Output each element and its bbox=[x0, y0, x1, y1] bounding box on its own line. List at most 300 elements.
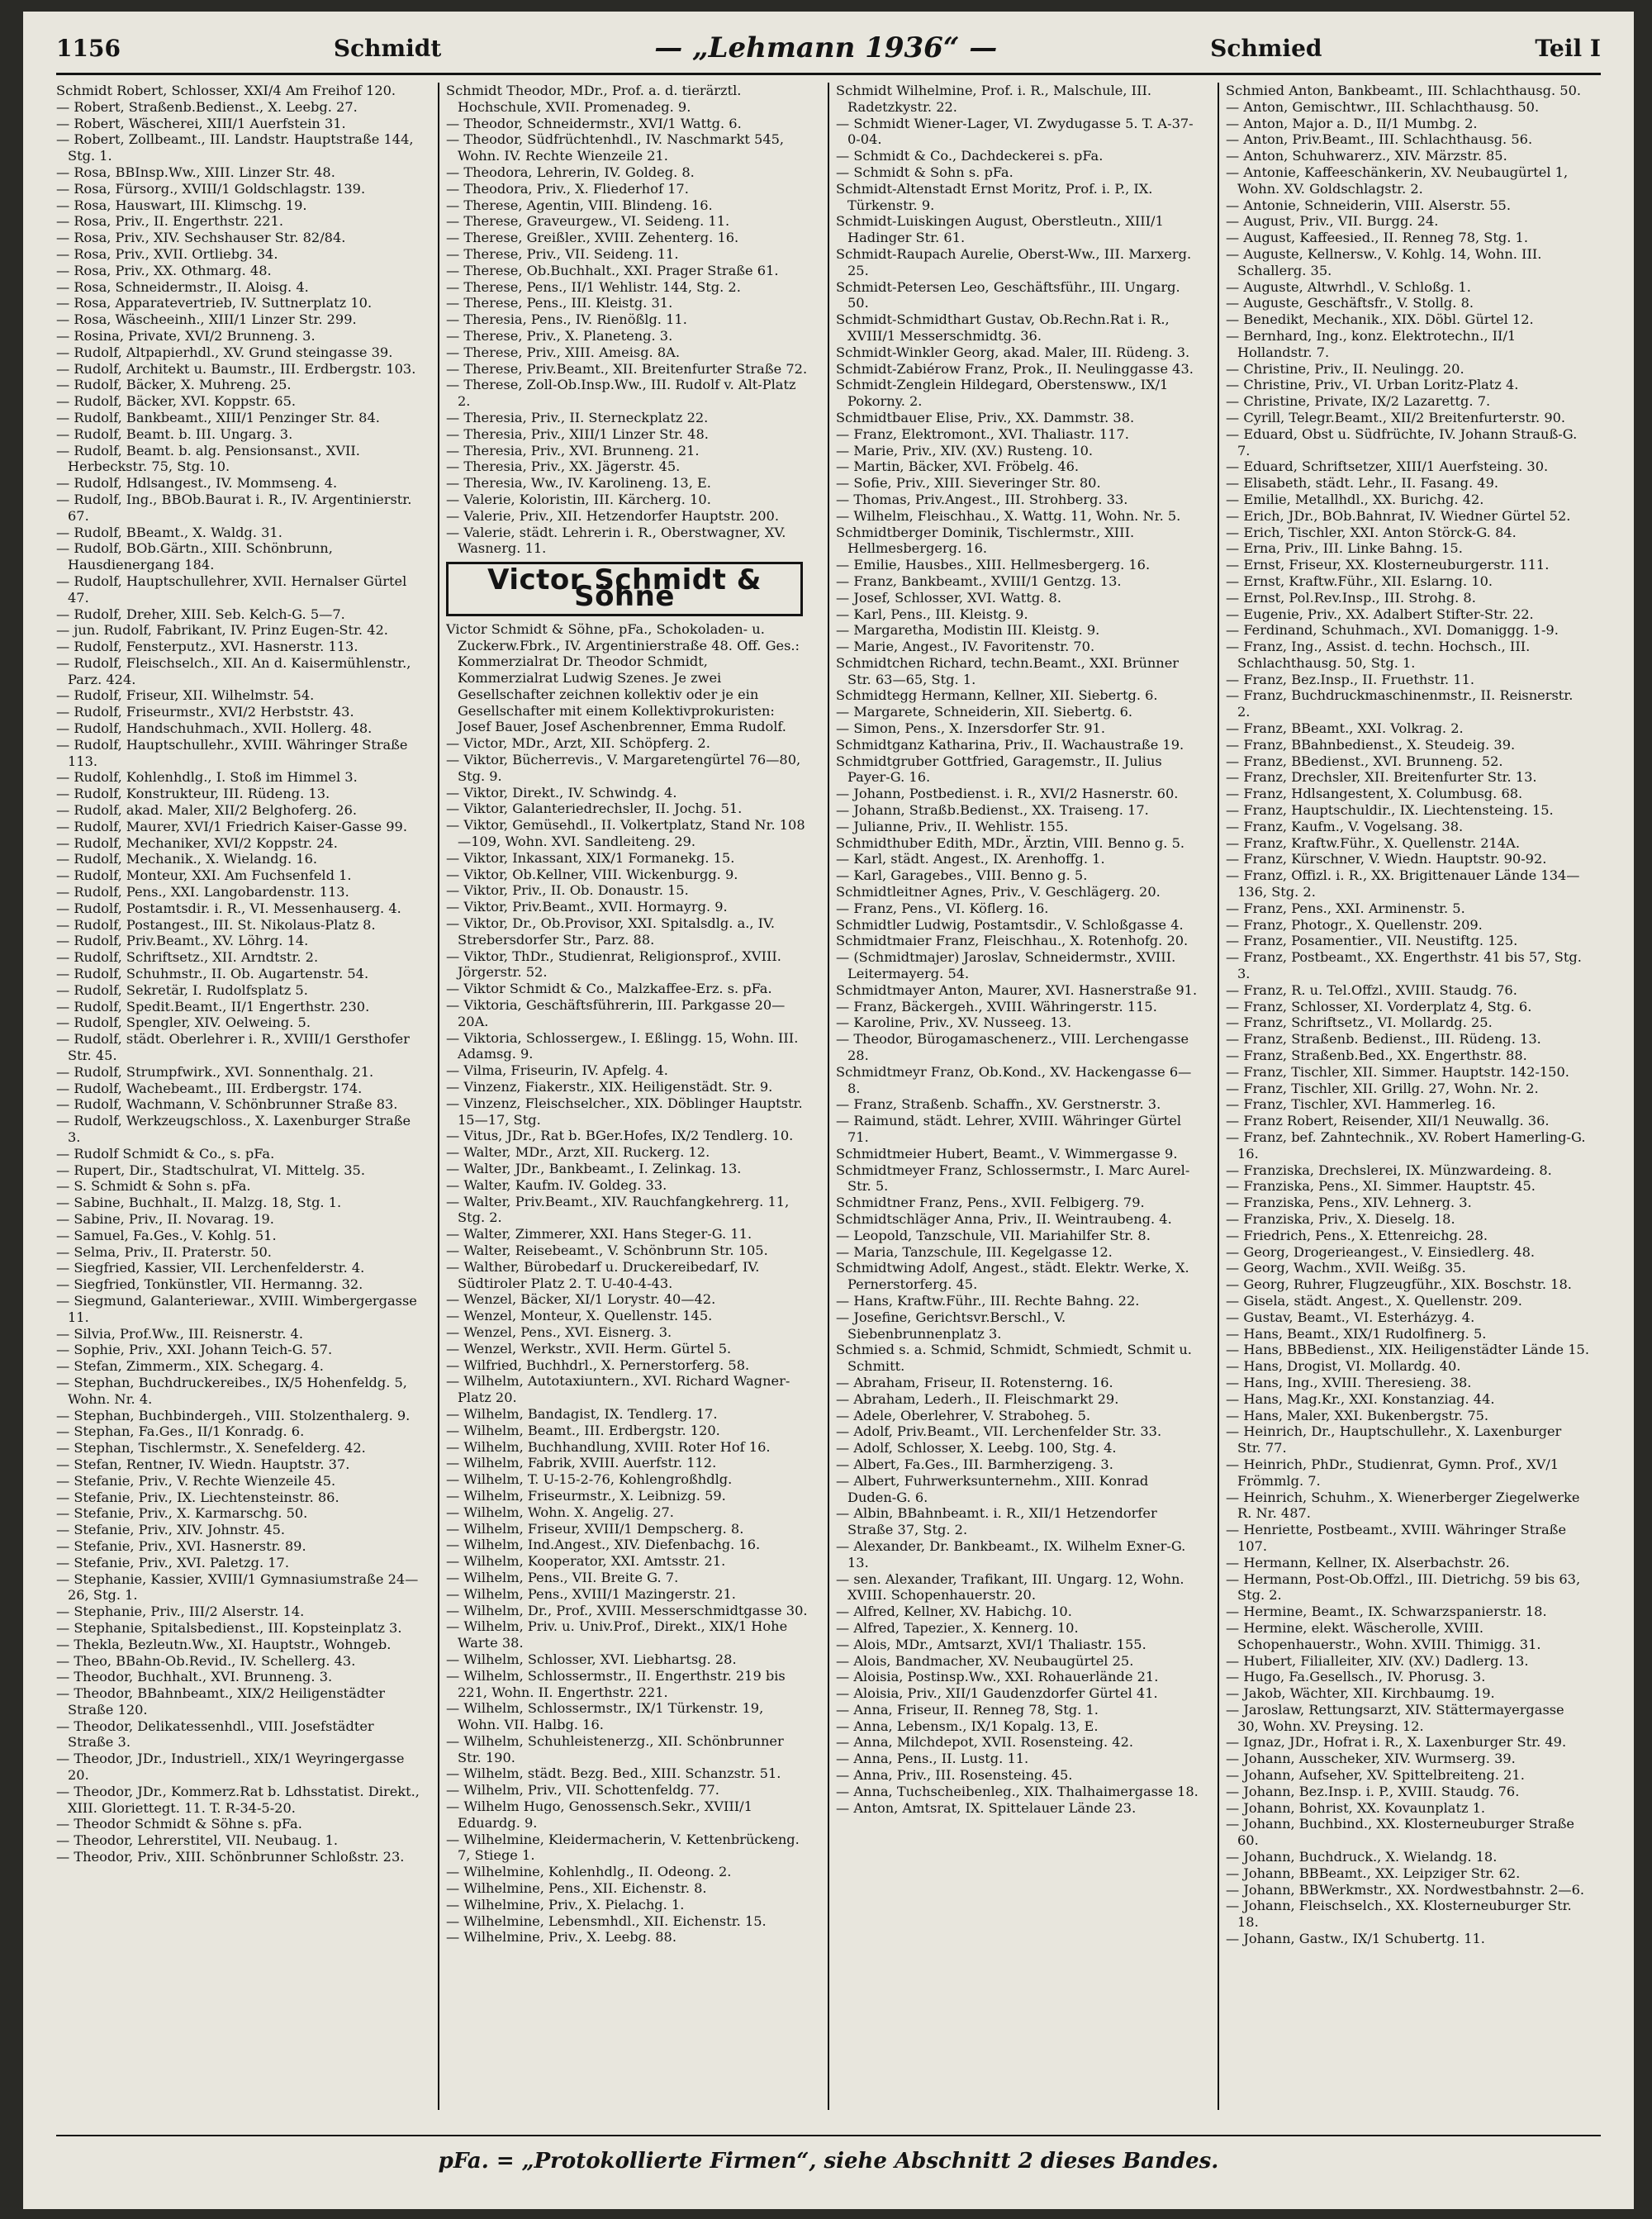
directory-entry: — Wilhelm, Dr., Prof., XVIII. Messerschmidtgasse 30. bbox=[446, 1602, 808, 1618]
directory-entry: — Johann, Bohrist, XX. Kovaunplatz 1. bbox=[1226, 1799, 1486, 1816]
directory-entry: — Walter, Reisebeamt., V. Schönbrunn Str. 105. bbox=[446, 1242, 768, 1258]
directory-entry: — Theresia, Priv., XVI. Brunneng. 21. bbox=[446, 442, 700, 459]
directory-entry: — Gustav, Beamt., VI. Esterházyg. 4. bbox=[1226, 1309, 1475, 1325]
directory-entry: — Franz, Kraftw.Führ., X. Quellenstr. 214A. bbox=[1226, 834, 1520, 851]
directory-entry: Schmidt Wilhelmine, Prof. i. R., Malschule, III. Radetzkystr. 22. bbox=[836, 83, 1152, 115]
directory-entry: — Jaroslaw, Rettungsarzt, XIV. Stättermayergasse 30, Wohn. XV. Preysing. 12. bbox=[1226, 1701, 1564, 1734]
directory-entry: — Auguste, Geschäftsfr., V. Stollg. 8. bbox=[1226, 295, 1474, 311]
directory-entry: — Theodor, Südfrüchtenhdl., IV. Naschmarkt 545, Wohn. IV. Rechte Wienzeile 21. bbox=[446, 131, 785, 164]
directory-entry: — Stefanie, Priv., XVI. Paletzg. 17. bbox=[56, 1554, 289, 1570]
directory-entry: Schmidtmeyer Franz, Schlossermstr., I. Marc Aurel-Str. 5. bbox=[836, 1162, 1190, 1195]
directory-entry: — Franz, Photogr., X. Quellenstr. 209. bbox=[1226, 916, 1483, 933]
directory-entry: — Rudolf, BOb.Gärtn., XIII. Schönbrunn, Hausdienergang 184. bbox=[56, 540, 333, 573]
directory-entry: — Rudolf, Spengler, XIV. Oelweing. 5. bbox=[56, 1014, 311, 1031]
directory-entry: — jun. Rudolf, Fabrikant, IV. Prinz Eugen-Str. 42. bbox=[56, 622, 388, 639]
directory-entry: — Rudolf, Hdlsangest., IV. Mommseng. 4. bbox=[56, 475, 338, 492]
directory-entry: — Christine, Priv., VI. Urban Loritz-Platz 4. bbox=[1226, 377, 1519, 393]
advertisement-banner: Victor Schmidt & Söhne bbox=[446, 562, 803, 616]
directory-entry: — Stephanie, Kassier, XVIII/1 Gymnasiumstraße 24—26, Stg. 1. bbox=[56, 1570, 419, 1604]
directory-entry: — Rudolf, Architekt u. Baumstr., III. Erdbergstr. 103. bbox=[56, 360, 416, 377]
directory-entry: — Wilhelm, Schuhleistenerzg., XII. Schönbrunner Str. 190. bbox=[446, 1732, 784, 1765]
directory-entry: — Rudolf, Bäcker, XVI. Koppstr. 65. bbox=[56, 393, 297, 410]
directory-entry: — Friedrich, Pens., X. Ettenreichg. 28. bbox=[1226, 1227, 1488, 1243]
directory-entry: — Wilhelmine, Pens., XII. Eichenstr. 8. bbox=[446, 1880, 707, 1897]
directory-entry: — Wilhelmine, Priv., X. Leebg. 88. bbox=[446, 1929, 676, 1946]
directory-entry: — Heinrich, PhDr., Studienrat, Gymn. Prof., XV/1 Frömmlg. 7. bbox=[1226, 1456, 1559, 1489]
directory-entry: Schmied Anton, Bankbeamt., III. Schlachthausg. 50. bbox=[1226, 83, 1582, 98]
directory-entry: — Rudolf, Postangest., III. St. Nikolaus-Platz 8. bbox=[56, 916, 376, 933]
directory-entry: — Albert, Fuhrwerksunternehm., XIII. Konrad Duden-G. 6. bbox=[836, 1472, 1149, 1505]
directory-entry: — Franz, Buchdruckmaschinenmstr., II. Reisnerstr. 2. bbox=[1226, 687, 1574, 720]
directory-entry: — Antonie, Schneiderin, VIII. Alserstr. 55. bbox=[1226, 197, 1511, 213]
directory-entry: — Stephan, Fa.Ges., II/1 Konradg. 6. bbox=[56, 1423, 305, 1440]
directory-entry: — Thomas, Priv.Angest., III. Strohberg. 33. bbox=[836, 491, 1128, 507]
directory-entry: — Theodor, BBahnbeamt., XIX/2 Heiligenstädter Straße 120. bbox=[56, 1685, 385, 1718]
directory-entry: Schmied s. a. Schmid, Schmidt, Schmiedt, Schmit u. Schmitt. bbox=[836, 1342, 1192, 1375]
directory-entry: — Bernhard, Ing., konz. Elektrotechn., II/1 Hollandstr. 7. bbox=[1226, 327, 1517, 360]
directory-entry: — Franz, Drechsler, XII. Breitenfurter Str. 13. bbox=[1226, 769, 1537, 786]
directory-entry: — Theresia, Pens., IV. Rienößlg. 11. bbox=[446, 311, 687, 328]
directory-entry: — Viktor, ThDr., Studienrat, Religionsprof., XVIII. Jörgerstr. 52. bbox=[446, 948, 781, 981]
directory-entry: — Stephan, Tischlermstr., X. Senefelderg. 42. bbox=[56, 1440, 366, 1456]
directory-entry: — Schmidt Wiener-Lager, VI. Zwydugasse 5. T. A-37-0-04. bbox=[836, 115, 1194, 148]
directory-entry: — Siegfried, Kassier, VII. Lerchenfelderstr. 4. bbox=[56, 1260, 365, 1276]
directory-entry: — Auguste, Altwrhdl., V. Schloßg. 1. bbox=[1226, 278, 1471, 295]
directory-entry: — Stefan, Zimmerm., XIX. Schegarg. 4. bbox=[56, 1358, 324, 1375]
directory-entry: — Wilhelm, Bandagist, IX. Tendlerg. 17. bbox=[446, 1405, 718, 1422]
directory-entry: — Rudolf, Dreher, XIII. Seb. Kelch-G. 5—7. bbox=[56, 606, 345, 622]
directory-entry: — Emilie, Metallhdl., XX. Burichg. 42. bbox=[1226, 491, 1484, 507]
directory-entry: — Stefanie, Priv., X. Karmarschg. 50. bbox=[56, 1505, 308, 1522]
directory-entry: — Rudolf, Priv.Beamt., XV. Löhrg. 14. bbox=[56, 933, 309, 949]
directory-entry: — Viktor, Direkt., IV. Schwindg. 4. bbox=[446, 784, 677, 801]
directory-entry: — Wilhelm, Priv. u. Univ.Prof., Direkt., XIX/1 Hohe Warte 38. bbox=[446, 1618, 788, 1651]
directory-entry: — Robert, Zollbeamt., III. Landstr. Hauptstraße 144, Stg. 1. bbox=[56, 131, 414, 164]
directory-entry: — Franz, Postbeamt., XX. Engerthstr. 41 bis 57, Stg. 3. bbox=[1226, 949, 1582, 982]
directory-entry: — Hubert, Filialleiter, XIV. (XV.) Dadlerg. 13. bbox=[1226, 1652, 1529, 1669]
directory-entry: — Johann, BBBeamt., XX. Leipziger Str. 62. bbox=[1226, 1865, 1521, 1881]
part-label: Teil I bbox=[1535, 34, 1601, 62]
directory-entry: — Alfred, Kellner, XV. Habichg. 10. bbox=[836, 1604, 1072, 1620]
directory-entry: — Rosa, Priv., XVII. Ortliebg. 34. bbox=[56, 245, 278, 262]
directory-entry: — Josef, Schlosser, XVI. Wattg. 8. bbox=[836, 589, 1061, 606]
directory-entry: — Theodor, Buchhalt., XVI. Brunneng. 3. bbox=[56, 1669, 333, 1685]
directory-entry: — Theo, BBahn-Ob.Revid., IV. Schellerg. 43. bbox=[56, 1652, 356, 1669]
directory-entry: — Wilhelm, städt. Bezg. Bed., XIII. Schanzstr. 51. bbox=[446, 1765, 781, 1782]
directory-entry: — Franz, Tischler, XII. Grillg. 27, Wohn. Nr. 2. bbox=[1226, 1080, 1539, 1096]
directory-entry: — Wenzel, Monteur, X. Quellenstr. 145. bbox=[446, 1308, 713, 1324]
directory-entry: — Viktor, Priv., II. Ob. Donaustr. 15. bbox=[446, 882, 689, 899]
directory-entry: — Hans, BBBedienst., XIX. Heiligenstädter Lände 15. bbox=[1226, 1342, 1589, 1358]
directory-entry: — Franz, Offizl. i. R., XX. Brigittenauer Lände 134—136, Stg. 2. bbox=[1226, 867, 1580, 900]
directory-entry: — Ernst, Kraftw.Führ., XII. Eslarng. 10. bbox=[1226, 573, 1493, 589]
directory-entry: — Franz, Kürschner, V. Wiedn. Hauptstr. 90-92. bbox=[1226, 851, 1547, 867]
directory-entry: — Johann, BBWerkmstr., XX. Nordwestbahnstr. 2—6. bbox=[1226, 1881, 1585, 1898]
directory-entry: Schmidt Robert, Schlosser, XXI/4 Am Freihof 120. bbox=[56, 83, 396, 98]
directory-entry: — Margarete, Schneiderin, XII. Siebertg. 6. bbox=[836, 704, 1133, 720]
directory-entry: — Hans, Drogist, VI. Mollardg. 40. bbox=[1226, 1358, 1461, 1375]
directory-entry: — Rudolf, Wachmann, V. Schönbrunner Straße 83. bbox=[56, 1096, 398, 1113]
directory-entry: — Franz, BBahnbedienst., X. Steudeig. 39. bbox=[1226, 736, 1516, 753]
directory-entry: — Hermine, Beamt., IX. Schwarzspanierstr. 18. bbox=[1226, 1604, 1547, 1620]
directory-entry: Schmidtbauer Elise, Priv., XX. Dammstr. 38. bbox=[836, 409, 1135, 425]
directory-entry: — Victor, MDr., Arzt, XII. Schöpferg. 2. bbox=[446, 735, 710, 752]
directory-entry: Schmidtleitner Agnes, Priv., V. Geschlägerg. 20. bbox=[836, 884, 1161, 900]
directory-entry: — Thekla, Bezleutn.Ww., XI. Hauptstr., Wohngeb. bbox=[56, 1636, 392, 1652]
directory-entry: — Georg, Drogerieangest., V. Einsiedlerg. 48. bbox=[1226, 1243, 1536, 1260]
directory-entry: — Sofie, Priv., XIII. Sieveringer Str. 80. bbox=[836, 475, 1101, 492]
directory-entry: — August, Priv., VII. Burgg. 24. bbox=[1226, 213, 1439, 230]
directory-entry: — Wilhelm, Schlosser, XVI. Liebhartsg. 28. bbox=[446, 1651, 737, 1667]
column-rule bbox=[828, 83, 829, 2110]
directory-entry: — Wilhelm, Buchhandlung, XVIII. Roter Hof 16. bbox=[446, 1438, 771, 1455]
directory-entry: — Rudolf, Bankbeamt., XIII/1 Penzinger Str. 84. bbox=[56, 409, 380, 425]
directory-entry: — Heinrich, Dr., Hauptschullehr., X. Laxenburger Str. 77. bbox=[1226, 1423, 1562, 1456]
directory-entry: — Rosa, Priv., XX. Othmarg. 48. bbox=[56, 262, 272, 278]
directory-entry: — Viktor Schmidt & Co., Malzkaffee-Erz. s. pFa. bbox=[446, 981, 772, 997]
directory-entry: — Abraham, Lederh., II. Fleischmarkt 29. bbox=[836, 1390, 1119, 1407]
directory-entry: Schmidtganz Katharina, Priv., II. Wachaustraße 19. bbox=[836, 736, 1184, 753]
directory-entry: — Johann, Aufseher, XV. Spittelbreiteng. 21. bbox=[1226, 1767, 1525, 1784]
directory-entry: — S. Schmidt & Sohn s. pFa. bbox=[56, 1178, 251, 1195]
directory-entry: — Viktor, Bücherrevis., V. Margaretengürtel 76—80, Stg. 9. bbox=[446, 752, 801, 784]
directory-entry: — Rosa, Fürsorg., XVIII/1 Goldschlagstr. 139. bbox=[56, 180, 366, 197]
directory-entry: — Eduard, Obst u. Südfrüchte, IV. Johann Strauß-G. 7. bbox=[1226, 425, 1578, 459]
directory-entry: — Wilhelm, Autotaxiuntern., XVI. Richard Wagner-Platz 20. bbox=[446, 1373, 790, 1406]
directory-entry: — Siegmund, Galanteriewar., XVIII. Wimbergergasse 11. bbox=[56, 1292, 417, 1325]
directory-entry: — Ferdinand, Schuhmach., XVI. Domaniggg. 1-9. bbox=[1226, 622, 1559, 639]
directory-entry: — Karl, Pens., III. Kleistg. 9. bbox=[836, 606, 1028, 622]
directory-entry: — Anton, Priv.Beamt., III. Schlachthausg. 56. bbox=[1226, 131, 1533, 148]
directory-entry: — Walter, JDr., Bankbeamt., I. Zelinkag. 13. bbox=[446, 1161, 742, 1176]
directory-entry: — Viktor, Dr., Ob.Provisor, XXI. Spitalsdlg. a., IV. Strebersdorfer Str., Parz. 88. bbox=[446, 915, 776, 948]
directory-entry: — Therese, Priv.Beamt., XII. Breitenfurter Straße 72. bbox=[446, 360, 808, 377]
directory-entry: — Erna, Priv., III. Linke Bahng. 15. bbox=[1226, 540, 1463, 557]
directory-entry: — Wilhelm, Kooperator, XXI. Amtsstr. 21. bbox=[446, 1553, 726, 1570]
directory-entry: — Adolf, Schlosser, X. Leebg. 100, Stg. 4. bbox=[836, 1440, 1117, 1456]
directory-entry: — Marie, Angest., IV. Favoritenstr. 70. bbox=[836, 639, 1095, 655]
directory-entry: — Franz, Posamentier., VII. Neustiftg. 125. bbox=[1226, 933, 1518, 949]
directory-entry: — Franz Robert, Reisender, XII/1 Neuwallg. 36. bbox=[1226, 1113, 1550, 1129]
directory-entry: — Rudolf, Fensterputz., XVI. Hasnerstr. 113. bbox=[56, 639, 358, 655]
directory-entry: — Franziska, Priv., X. Dieselg. 18. bbox=[1226, 1210, 1455, 1227]
directory-entry: — Christine, Private, IX/2 Lazarettg. 7. bbox=[1226, 393, 1491, 410]
directory-entry: — Emilie, Hausbes., XIII. Hellmesbergerg. 16. bbox=[836, 557, 1151, 573]
directory-entry: — Adele, Oberlehrer, V. Straboheg. 5. bbox=[836, 1407, 1091, 1423]
directory-entry: Schmidt-Winkler Georg, akad. Maler, III. Rüdeng. 3. bbox=[836, 344, 1190, 360]
directory-entry: — Henriette, Postbeamt., XVIII. Währinger Straße 107. bbox=[1226, 1522, 1567, 1554]
directory-entry: — Wilhelm, T. U-15-2-76, Kohlengroßhdlg. bbox=[446, 1471, 733, 1488]
directory-entry: — Hans, Kraftw.Führ., III. Rechte Bahng. 22. bbox=[836, 1292, 1140, 1309]
directory-entry: — Schmidt & Sohn s. pFa. bbox=[836, 164, 1014, 180]
directory-entry: — Wilfried, Buchhdrl., X. Pernerstorferg. 58. bbox=[446, 1357, 750, 1373]
directory-entry: — Rosa, Schneidermstr., II. Aloisg. 4. bbox=[56, 278, 309, 295]
directory-entry: — Anna, Lebensm., IX/1 Kopalg. 13, E. bbox=[836, 1718, 1099, 1734]
directory-entry: — Anna, Milchdepot, XVII. Rosensteing. 42. bbox=[836, 1734, 1134, 1751]
page-header bbox=[56, 23, 1601, 75]
directory-entry: — Johann, Buchdruck., X. Wielandg. 18. bbox=[1226, 1849, 1498, 1865]
directory-entry: — Wilhelm, Fleischhau., X. Wattg. 11, Wohn. Nr. 5. bbox=[836, 507, 1181, 524]
directory-entry: — Simon, Pens., X. Inzersdorfer Str. 91. bbox=[836, 720, 1106, 737]
directory-entry: — Rudolf, Sekretär, I. Rudolfsplatz 5. bbox=[56, 981, 308, 998]
directory-entry: — Johann, Postbedienst. i. R., XVI/2 Hasnerstr. 60. bbox=[836, 786, 1179, 802]
column-3 bbox=[836, 83, 1199, 2110]
directory-entry: — Rudolf, Werkzeugschloss., X. Laxenburger Straße 3. bbox=[56, 1113, 411, 1145]
header-left-name: Schmidt bbox=[333, 34, 442, 62]
directory-entry: — Therese, Priv., XIII. Ameisg. 8A. bbox=[446, 344, 680, 360]
directory-entry: — Erich, JDr., BOb.Bahnrat, IV. Wiedner Gürtel 52. bbox=[1226, 507, 1571, 524]
directory-entry: — Johann, Straßb.Bedienst., XX. Traiseng. 17. bbox=[836, 802, 1149, 819]
column-1 bbox=[56, 83, 420, 2110]
directory-entry: — Rudolf, Handschuhmach., XVII. Hollerg. 48. bbox=[56, 720, 373, 737]
directory-entry: — Franz, Bez.Insp., II. Fruethstr. 11. bbox=[1226, 671, 1475, 687]
directory-entry: — Viktor, Gemüsehdl., II. Volkertplatz, Stand Nr. 108—109, Wohn. XVI. Sandleiteng. 29. bbox=[446, 817, 805, 850]
directory-entry: — (Schmidtmajer) Jaroslav, Schneidermstr., XVIII. Leitermayerg. 54. bbox=[836, 949, 1176, 982]
directory-entry: Schmidtmeier Hubert, Beamt., V. Wimmergasse 9. bbox=[836, 1145, 1178, 1162]
directory-entry: Schmidtmaier Franz, Fleischhau., X. Rotenhofg. 20. bbox=[836, 933, 1189, 949]
directory-entry: — Theodor, Bürogamaschenerz., VIII. Lerchengasse 28. bbox=[836, 1031, 1189, 1064]
directory-entry: — sen. Alexander, Trafikant, III. Ungarg. 12, Wohn. XVIII. Schopenhauerstr. 20. bbox=[836, 1570, 1184, 1604]
directory-entry: — Franz, BBedienst., XVI. Brunneng. 52. bbox=[1226, 753, 1503, 769]
directory-entry: Schmidt-Schmidthart Gustav, Ob.Rechn.Rat i. R., XVIII/1 Messerschmidtg. 36. bbox=[836, 311, 1170, 344]
directory-entry: — Rudolf, Bäcker, X. Muhreng. 25. bbox=[56, 377, 292, 393]
directory-entry: — Wilhelm, Schlossermstr., IX/1 Türkenstr. 19, Wohn. VII. Halbg. 16. bbox=[446, 1700, 764, 1733]
directory-entry: — Ernst, Pol.Rev.Insp., III. Strohg. 8. bbox=[1226, 589, 1476, 606]
directory-entry: — Rudolf, städt. Oberlehrer i. R., XVIII/1 Gersthofer Str. 45. bbox=[56, 1031, 410, 1064]
directory-entry: — Valerie, Priv., XII. Hetzendorfer Hauptstr. 200. bbox=[446, 507, 779, 524]
directory-entry: — Franz, Straßenb. Bedienst., III. Rüdeng. 13. bbox=[1226, 1031, 1541, 1048]
directory-entry: — Theresia, Priv., XX. Jägerstr. 45. bbox=[446, 459, 681, 475]
directory-entry: — Viktor, Inkassant, XIX/1 Formanekg. 15. bbox=[446, 849, 735, 866]
directory-entry: — Walter, MDr., Arzt, XII. Ruckerg. 12. bbox=[446, 1144, 710, 1161]
directory-entry: — Stephan, Buchdruckereibes., IX/5 Hohenfeldg. 5, Wohn. Nr. 4. bbox=[56, 1374, 407, 1407]
directory-entry: Schmidt Theodor, MDr., Prof. a. d. tierärztl. Hochschule, XVII. Promenadeg. 9. bbox=[446, 83, 742, 115]
directory-entry: — Adolf, Priv.Beamt., VII. Lerchenfelder Str. 33. bbox=[836, 1423, 1162, 1440]
column-rule bbox=[1218, 83, 1219, 2110]
directory-entry: — Johann, Gastw., IX/1 Schubertg. 11. bbox=[1226, 1931, 1485, 1947]
directory-entry: — Stefanie, Priv., XVI. Hasnerstr. 89. bbox=[56, 1537, 306, 1554]
directory-entry: — Sabine, Priv., II. Novarag. 19. bbox=[56, 1210, 274, 1227]
directory-entry: — Vitus, JDr., Rat b. BGer.Hofes, IX/2 Tendlerg. 10. bbox=[446, 1128, 794, 1144]
directory-entry: — Franziska, Pens., XI. Simmer. Hauptstr. 45. bbox=[1226, 1178, 1536, 1195]
directory-entry: — Stefanie, Priv., IX. Liechtensteinstr. 86. bbox=[56, 1489, 339, 1505]
directory-entry: — Stephanie, Spitalsbedienst., III. Kopsteinplatz 3. bbox=[56, 1619, 402, 1636]
directory-entry: — Anton, Major a. D., II/1 Mumbg. 2. bbox=[1226, 115, 1478, 131]
directory-entry: — Stefanie, Priv., XIV. Johnstr. 45. bbox=[56, 1522, 286, 1538]
directory-entry: — Vilma, Friseurin, IV. Apfelg. 4. bbox=[446, 1062, 668, 1079]
directory-entry: — Georg, Wachm., XVII. Weißg. 35. bbox=[1226, 1260, 1466, 1276]
directory-entry: — Auguste, Kellnersw., V. Kohlg. 14, Wohn. III. Schallerg. 35. bbox=[1226, 245, 1542, 278]
directory-entry: — Franz, Tischler, XII. Simmer. Hauptstr. 142-150. bbox=[1226, 1063, 1569, 1080]
directory-entry: — Franz, Tischler, XVI. Hammerleg. 16. bbox=[1226, 1096, 1496, 1113]
directory-entry: — Rudolf Schmidt & Co., s. pFa. bbox=[56, 1145, 275, 1162]
directory-entry: — Stefanie, Priv., V. Rechte Wienzeile 45. bbox=[56, 1472, 336, 1489]
directory-entry: Schmidtchen Richard, techn.Beamt., XXI. Brünner Str. 63—65, Stg. 1. bbox=[836, 654, 1180, 687]
page-title: — „Lehmann 1936“ — bbox=[654, 31, 998, 64]
directory-entry: — Therese, Graveurgew., VI. Seideng. 11. bbox=[446, 213, 730, 230]
directory-entry: — Rudolf, Schriftsetz., XII. Arndtstr. 2. bbox=[56, 949, 319, 966]
directory-entry: — Albert, Fa.Ges., III. Barmherzigeng. 3. bbox=[836, 1456, 1113, 1472]
directory-entry: — Alfred, Tapezier., X. Kennerg. 10. bbox=[836, 1619, 1079, 1636]
directory-entry: — Franz, bef. Zahntechnik., XV. Robert Hamerling-G. 16. bbox=[1226, 1129, 1586, 1162]
directory-entry: — Theodor, Delikatessenhdl., VIII. Josefstädter Straße 3. bbox=[56, 1718, 374, 1751]
directory-entry: — Franz, Schlosser, XI. Vorderplatz 4, Stg. 6. bbox=[1226, 998, 1532, 1014]
directory-entry: — Rudolf, Fleischselch., XII. An d. Kaisermühlenstr., Parz. 424. bbox=[56, 654, 411, 687]
header-right-name: Schmied bbox=[1210, 34, 1322, 62]
directory-entry: — Wenzel, Bäcker, XI/1 Lorystr. 40—42. bbox=[446, 1291, 716, 1308]
directory-entry: — Silvia, Prof.Ww., III. Reisnerstr. 4. bbox=[56, 1325, 303, 1342]
directory-entry: — Anton, Amtsrat, IX. Spittelauer Lände 23. bbox=[836, 1799, 1137, 1816]
directory-entry: — Alois, MDr., Amtsarzt, XVI/1 Thaliastr. 155. bbox=[836, 1636, 1146, 1652]
directory-entry: — Rosa, Hauswart, III. Klimschg. 19. bbox=[56, 197, 307, 213]
directory-entry: Schmidtmayer Anton, Maurer, XVI. Hasnerstraße 91. bbox=[836, 981, 1198, 998]
directory-entry: — Walter, Zimmerer, XXI. Hans Steger-G. 11. bbox=[446, 1226, 752, 1243]
directory-entry: — Theodora, Priv., X. Fliederhof 17. bbox=[446, 180, 689, 197]
directory-entry: — Vinzenz, Fiakerstr., XIX. Heiligenstädt. Str. 9. bbox=[446, 1079, 773, 1095]
directory-entry: — Valerie, städt. Lehrerin i. R., Oberstwagner, XV. Wasnerg. 11. bbox=[446, 524, 786, 557]
directory-entry: — Rudolf, Hauptschullehrer, XVII. Hernalser Gürtel 47. bbox=[56, 573, 407, 606]
directory-entry: — Sophie, Priv., XXI. Johann Teich-G. 57. bbox=[56, 1342, 333, 1358]
directory-entry: Schmidtgruber Gottfried, Garagemstr., II. Julius Payer-G. 16. bbox=[836, 753, 1162, 786]
directory-entry: Schmidt-Petersen Leo, Geschäftsführ., III. Ungarg. 50. bbox=[836, 278, 1180, 311]
directory-entry: — Wilhelm, Priv., VII. Schottenfeldg. 77. bbox=[446, 1782, 719, 1798]
directory-entry: — Samuel, Fa.Ges., V. Kohlg. 51. bbox=[56, 1227, 277, 1243]
directory-entry: — Sabine, Buchhalt., II. Malzg. 18, Stg. 1. bbox=[56, 1195, 342, 1211]
directory-entry: — Therese, Pens., III. Kleistg. 31. bbox=[446, 295, 673, 311]
directory-entry: — Franz, Straßenb.Bed., XX. Engerthstr. 88. bbox=[1226, 1048, 1527, 1064]
directory-entry: — Vinzenz, Fleischselcher., XIX. Döblinger Hauptstr. 15—17, Stg. bbox=[446, 1095, 803, 1128]
directory-columns bbox=[56, 83, 1601, 2110]
directory-entry: — Franz, BBeamt., XXI. Volkrag. 2. bbox=[1226, 720, 1464, 737]
directory-entry: — Rudolf, Konstrukteur, III. Rüdeng. 13. bbox=[56, 786, 330, 802]
directory-entry: — Franz, Elektromont., XVI. Thaliastr. 117. bbox=[836, 425, 1129, 442]
directory-entry: — Hans, Beamt., XIX/1 Rudolfinerg. 5. bbox=[1226, 1325, 1487, 1342]
directory-entry: — Benedikt, Mechanik., XIX. Döbl. Gürtel 12. bbox=[1226, 311, 1534, 328]
directory-entry: — Anton, Gemischtwr., III. Schlachthausg. 50. bbox=[1226, 98, 1540, 115]
directory-entry: — Wilhelmine, Kohlenhdlg., II. Odeong. 2. bbox=[446, 1864, 732, 1880]
directory-entry: — Rudolf, Kohlenhdlg., I. Stoß im Himmel 3. bbox=[56, 769, 358, 786]
directory-entry: — Wilhelm, Friseurmstr., X. Leibnizg. 59. bbox=[446, 1487, 726, 1504]
directory-entry: — Rudolf, Pens., XXI. Langobardenstr. 113. bbox=[56, 884, 349, 900]
directory-entry: — Alois, Bandmacher, XV. Neubaugürtel 25. bbox=[836, 1652, 1134, 1669]
directory-entry: — Alexander, Dr. Bankbeamt., IX. Wilhelm Exner-G. 13. bbox=[836, 1537, 1186, 1570]
directory-entry: — Franz, Bankbeamt., XVIII/1 Gentzg. 13. bbox=[836, 573, 1122, 589]
directory-entry: — Franziska, Drechslerei, IX. Münzwardeing. 8. bbox=[1226, 1162, 1552, 1178]
directory-entry: — Therese, Agentin, VIII. Blindeng. 16. bbox=[446, 197, 713, 213]
directory-entry: — Wilhelm, Beamt., III. Erdbergstr. 120. bbox=[446, 1422, 720, 1438]
directory-entry: Schmidt-Zenglein Hildegard, Oberstensww., IX/1 Pokorny. 2. bbox=[836, 377, 1169, 410]
directory-entry: — Hugo, Fa.Gesellsch., IV. Phorusg. 3. bbox=[1226, 1669, 1486, 1685]
directory-entry: — Gisela, städt. Angest., X. Quellenstr. 209. bbox=[1226, 1292, 1522, 1309]
directory-entry: Schmidtberger Dominik, Tischlermstr., XIII. Hellmesbergerg. 16. bbox=[836, 524, 1135, 557]
directory-entry: — Rudolf, Hauptschullehr., XVIII. Währinger Straße 113. bbox=[56, 736, 408, 769]
directory-entry: — Therese, Ob.Buchhalt., XXI. Prager Straße 61. bbox=[446, 262, 779, 278]
directory-entry: — Rudolf, Schuhmstr., II. Ob. Augartenstr. 54. bbox=[56, 966, 369, 982]
directory-entry: — Franz, Hauptschuldir., IX. Liechtensteing. 15. bbox=[1226, 802, 1554, 819]
directory-entry: — Rudolf, Beamt. b. III. Ungarg. 3. bbox=[56, 425, 293, 442]
directory-entry: — Elisabeth, städt. Lehr., II. Fasang. 49. bbox=[1226, 475, 1499, 492]
directory-entry: — Johann, Buchbind., XX. Klosterneuburger Straße 60. bbox=[1226, 1816, 1575, 1849]
directory-entry: — Wilhelm, Pens., XVIII/1 Mazingerstr. 21. bbox=[446, 1585, 736, 1602]
directory-entry: — Rudolf, Friseurmstr., XVI/2 Herbststr. 43. bbox=[56, 704, 354, 720]
directory-entry: — Josefine, Gerichtsvr.Berschl., V. Siebenbrunnenplatz 3. bbox=[836, 1309, 1066, 1342]
directory-entry: — Rudolf, Postamtsdir. i. R., VI. Messenhauserg. 4. bbox=[56, 900, 401, 916]
directory-entry: — Anna, Friseur, II. Renneg 78, Stg. 1. bbox=[836, 1701, 1099, 1718]
directory-entry: — Franz, Bäckergeh., XVIII. Währingerstr. 115. bbox=[836, 998, 1157, 1014]
directory-entry: — Johann, Fleischselch., XX. Klosterneuburger Str. 18. bbox=[1226, 1898, 1572, 1931]
directory-entry: Schmidtler Ludwig, Postamtsdir., V. Schloßgasse 4. bbox=[836, 916, 1184, 933]
directory-entry: — Rosa, Priv., II. Engerthstr. 221. bbox=[56, 213, 284, 230]
directory-entry: — Rudolf, Monteur, XXI. Am Fuchsenfeld 1. bbox=[56, 867, 352, 884]
directory-entry: — Raimund, städt. Lehrer, XVIII. Währinger Gürtel 71. bbox=[836, 1113, 1182, 1145]
directory-entry: — Wenzel, Pens., XVI. Eisnerg. 3. bbox=[446, 1323, 672, 1340]
directory-entry: Victor Schmidt & Söhne, pFa., Schokoladen- u. Zuckerw.Fbrk., IV. Argentinierstraße 48. Off. Ges.: Kommerzialrat Dr. Theodor Schmidt, Kommerzialrat Ludwig Szenes. Je zwei Gesellschafter zeichnen kollektiv oder je ein Gesellschafter mit einem Kollektivprokuristen: Josef Bauer, Josef Aschenbrenner, Emma Rudolf. bbox=[446, 620, 800, 735]
directory-entry: — Marie, Priv., XIV. (XV.) Rusteng. 10. bbox=[836, 442, 1094, 459]
directory-entry: — Erich, Tischler, XXI. Anton Störck-G. 84. bbox=[1226, 524, 1517, 540]
directory-entry: — Hermine, elekt. Wäscherolle, XVIII. Schopenhauerstr., Wohn. XVIII. Thimigg. 31. bbox=[1226, 1619, 1541, 1652]
directory-entry: — Viktor, Galanteriedrechsler, II. Jochg. 51. bbox=[446, 801, 743, 817]
directory-entry: — Franz, Kaufm., V. Vogelsang. 38. bbox=[1226, 818, 1464, 834]
directory-entry: — Ignaz, JDr., Hofrat i. R., X. Laxenburger Str. 49. bbox=[1226, 1734, 1567, 1751]
directory-entry: Schmidt-Zabiérow Franz, Prok., II. Neulinggasse 43. bbox=[836, 360, 1194, 377]
directory-page bbox=[23, 12, 1634, 2209]
directory-entry: — Abraham, Friseur, II. Rotensterng. 16. bbox=[836, 1374, 1113, 1390]
directory-entry: Schmidtmeyr Franz, Ob.Kond., XV. Hackengasse 6—8. bbox=[836, 1063, 1192, 1096]
directory-entry: — Rosa, Wäscheeinh., XIII/1 Linzer Str. 299. bbox=[56, 311, 357, 328]
directory-entry: — Rudolf, BBeamt., X. Waldg. 31. bbox=[56, 524, 282, 540]
directory-entry: — Rudolf, Altpapierhdl., XV. Grund steingasse 39. bbox=[56, 344, 393, 360]
directory-entry: — Robert, Wäscherei, XIII/1 Auerfstein 31. bbox=[56, 115, 346, 131]
directory-entry: — Theodor Schmidt & Söhne s. pFa. bbox=[56, 1816, 302, 1832]
directory-entry: — Anna, Pens., II. Lustg. 11. bbox=[836, 1751, 1029, 1767]
directory-entry: — Stephan, Buchbindergeh., VIII. Stolzenthalerg. 9. bbox=[56, 1407, 411, 1423]
directory-entry: — Karl, städt. Angest., IX. Arenhoffg. 1. bbox=[836, 851, 1105, 867]
directory-entry: — Therese, Priv., X. Planeteng. 3. bbox=[446, 327, 673, 344]
directory-entry: — Hans, Mag.Kr., XXI. Konstanziag. 44. bbox=[1226, 1390, 1495, 1407]
directory-entry: — Viktoria, Schlossergew., I. Eßlingg. 15, Wohn. III. Adamsg. 9. bbox=[446, 1029, 799, 1062]
directory-entry: — Ernst, Friseur, XX. Klosterneuburgerstr. 111. bbox=[1226, 557, 1550, 573]
directory-entry: — Christine, Priv., II. Neulingg. 20. bbox=[1226, 360, 1464, 377]
directory-entry: — Rosa, Priv., XIV. Sechshauser Str. 82/84. bbox=[56, 230, 346, 246]
directory-entry: — Rudolf, akad. Maler, XII/2 Belghoferg. 26. bbox=[56, 802, 358, 819]
directory-entry: — Heinrich, Schuhm., X. Wienerberger Ziegelwerke R. Nr. 487. bbox=[1226, 1489, 1580, 1522]
directory-entry: — Franz, Schriftsetz., VI. Mollardg. 25. bbox=[1226, 1014, 1493, 1031]
directory-entry: — Georg, Ruhrer, Flugzeugführ., XIX. Boschstr. 18. bbox=[1226, 1276, 1572, 1293]
directory-entry: — Franz, Hdlsangestent, X. Columbusg. 68. bbox=[1226, 786, 1523, 802]
directory-entry: — Rosa, BBInsp.Ww., XIII. Linzer Str. 48. bbox=[56, 164, 335, 180]
directory-entry: — Rudolf, Beamt. b. alg. Pensionsanst., XVII. Herbeckstr. 75, Stg. 10. bbox=[56, 442, 360, 475]
page-footer: pFa. = „Protokollierte Firmen“, siehe Abschnitt 2 dieses Bandes. bbox=[56, 2135, 1601, 2186]
directory-entry: — Viktor, Priv.Beamt., XVII. Hormayrg. 9. bbox=[446, 899, 728, 915]
directory-entry: — Theodor, Lehrerstitel, VII. Neubaug. 1. bbox=[56, 1832, 339, 1849]
directory-entry: — Theresia, Priv., XIII/1 Linzer Str. 48. bbox=[446, 425, 709, 442]
directory-entry: — Rudolf, Wachebeamt., III. Erdbergstr. 174. bbox=[56, 1080, 363, 1096]
directory-entry: — Rudolf, Maurer, XVI/1 Friedrich Kaiser-Gasse 99. bbox=[56, 818, 407, 834]
directory-entry: — Walther, Bürobedarf u. Druckereibedarf, IV. Südtiroler Platz 2. T. U-40-4-43. bbox=[446, 1258, 760, 1291]
directory-entry: — Schmidt & Co., Dachdeckerei s. pFa. bbox=[836, 148, 1104, 164]
directory-entry: — Karoline, Priv., XV. Nusseeg. 13. bbox=[836, 1014, 1072, 1031]
directory-entry: — Anton, Schuhwarerz., XIV. Märzstr. 85. bbox=[1226, 148, 1507, 164]
directory-entry: — August, Kaffeesied., II. Renneg 78, Stg. 1. bbox=[1226, 230, 1528, 246]
directory-entry: — Wilhelm, Friseur, XVIII/1 Dempscherg. 8. bbox=[446, 1520, 744, 1537]
directory-entry: — Jakob, Wächter, XII. Kirchbaumg. 19. bbox=[1226, 1685, 1495, 1702]
directory-entry: Schmidt-Raupach Aurelie, Oberst-Ww., III. Marxerg. 25. bbox=[836, 245, 1192, 278]
directory-entry: — Theodora, Lehrerin, IV. Goldeg. 8. bbox=[446, 164, 695, 180]
directory-entry: — Wilhelmine, Kleidermacherin, V. Kettenbrückeng. 7, Stiege 1. bbox=[446, 1831, 800, 1864]
directory-entry: — Johann, Bez.Insp. i. P., XVIII. Staudg. 76. bbox=[1226, 1783, 1520, 1799]
directory-entry: — Selma, Priv., II. Praterstr. 50. bbox=[56, 1243, 272, 1260]
directory-entry: Schmidtwing Adolf, Angest., städt. Elektr. Werke, X. Pernerstorferg. 45. bbox=[836, 1260, 1189, 1293]
